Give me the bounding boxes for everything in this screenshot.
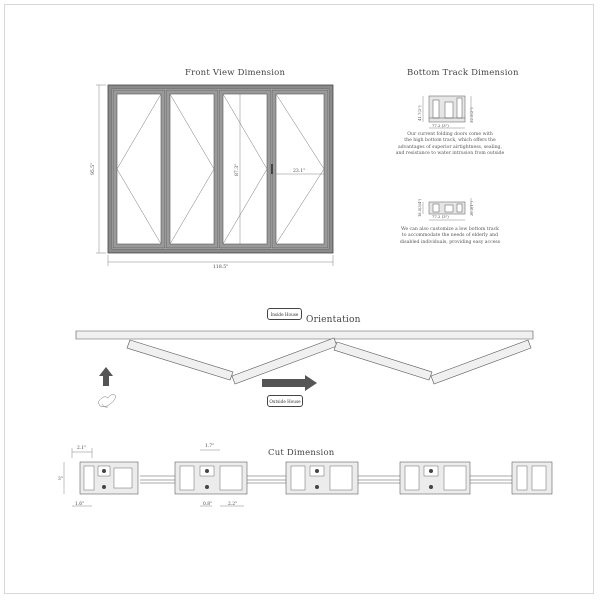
front-inner-height-label: 87.3" xyxy=(235,163,240,176)
cut-dim-label: 1.6" xyxy=(75,502,85,507)
high-track-width-label: 77.2 (3") xyxy=(432,123,449,128)
front-height-label: 95.5" xyxy=(91,162,96,175)
cut-dim-label: 3" xyxy=(58,477,63,482)
high-track-description: Our current folding doors come with the high bottom track, which offers the advantages of superior airtightness, sealing, and resistance to water intrusion from outside xyxy=(395,132,505,156)
front-width-label: 118.5" xyxy=(213,265,229,270)
inside-house-label: Inside House xyxy=(267,308,302,320)
cut-dim-label: 2.2" xyxy=(228,502,238,507)
low-track-width-label: 77.2 (3") xyxy=(432,214,449,219)
cut-dim-label: 1.7" xyxy=(205,444,215,449)
front-panel-width-label: 23.1" xyxy=(293,169,306,174)
front-view-title: Front View Dimension xyxy=(185,68,286,78)
low-track-description: We can also customize a low bottom track to accommodate the needs of elderly and disabled individuals, providing easy access xyxy=(399,227,501,245)
bottom-track-title: Bottom Track Dimension xyxy=(407,68,519,78)
high-track-left-label: 41.7(2") xyxy=(417,105,422,121)
cut-dim-label: 2.1" xyxy=(77,446,87,451)
cut-dim-label: 0.8" xyxy=(203,502,213,507)
low-track-left-label: 18.5(3/4") xyxy=(418,198,422,217)
high-track-right-label: 52.5(2") xyxy=(469,107,474,123)
outside-house-label: Outside House xyxy=(267,395,303,407)
orientation-title: Orientation xyxy=(306,315,361,325)
cut-dimension-title: Cut Dimension xyxy=(268,448,335,458)
low-track-right-label: 30.3(1") xyxy=(470,201,474,216)
